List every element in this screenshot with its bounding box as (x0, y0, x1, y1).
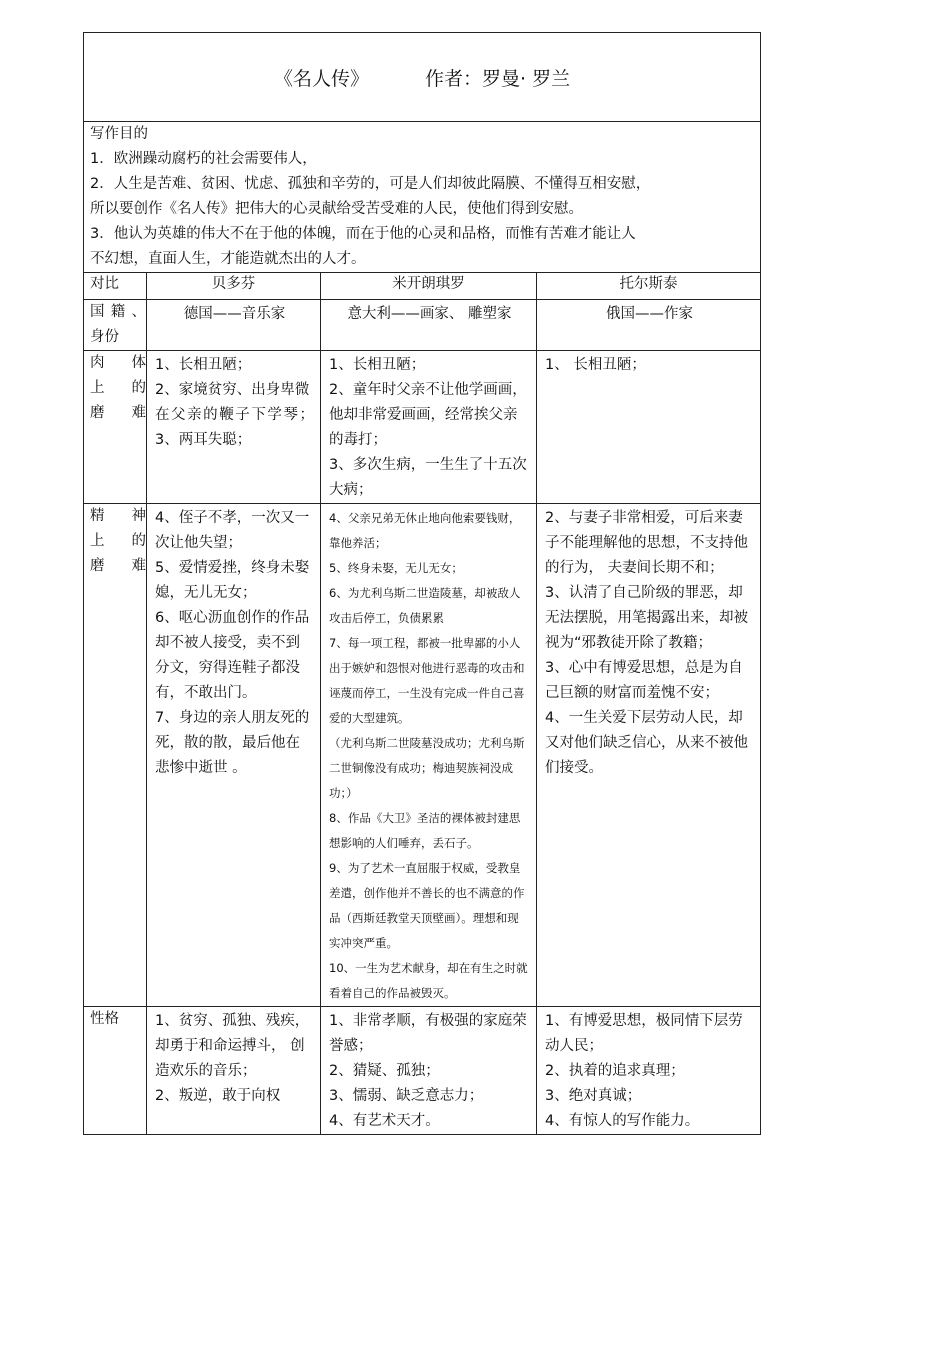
list-item: 9、为了艺术一直屈服于权威，受教皇差遣，创作他并不善长的也不满意的作品（西斯廷教堂天顶壁画）。理想和现实冲突严重。 (329, 861, 525, 950)
spiritual-michelangelo (321, 504, 537, 1007)
list-item: 5、终身未娶，无儿无女； (329, 561, 463, 575)
nationality-michelangelo: 意大利——画家、 雕塑家 (321, 300, 537, 351)
list-item: 1、长相丑陋； (155, 357, 252, 373)
list-item: 3、认清了自己阶级的罪恶，却无法摆脱，用笔揭露出来，却被视为“邪教徒开除了教籍； (545, 585, 748, 651)
spiritual-label: 精 神 上 的 磨 难 (84, 504, 147, 1007)
writing-purpose (84, 122, 761, 273)
list-item: 1、 长相丑陋； (545, 357, 646, 373)
document-sheet (83, 32, 760, 1135)
list-item: 7、身边的亲人朋友死的死，散的散，最后他在悲惨中逝世 。 (155, 710, 310, 776)
spiritual-row (84, 504, 761, 1007)
comparison-table (83, 32, 761, 1135)
character-tolstoy (537, 1007, 761, 1135)
list-item: 1、有博爱思想，极同情下层劳动人民； (545, 1013, 743, 1054)
list-item: 1、非常孝顺，有极强的家庭荣誉感； (329, 1013, 527, 1054)
purpose-line: 2．人生是苦难、贫困、忧虑、孤独和辛劳的，可是人们却彼此隔膜、不懂得互相安慰， (90, 176, 651, 192)
header-row (84, 273, 761, 300)
physical-michelangelo (321, 351, 537, 504)
list-item: 6、为尤利乌斯二世造陵墓，却被敌人攻击后停工，负债累累 (329, 586, 521, 625)
list-item: 3、心中有博爱思想，总是为自己巨额的财富而羞愧不安； (545, 660, 743, 701)
list-item: 2、童年时父亲不让他学画画，他却非常爱画画，经常挨父亲的毒打； (329, 382, 527, 448)
list-item: 3、多次生病，一生生了十五次大病； (329, 457, 527, 498)
character-row (84, 1007, 761, 1135)
purpose-heading: 写作目的 (90, 126, 148, 142)
nationality-beethoven: 德国——音乐家 (147, 300, 321, 351)
list-item: 2、叛逆，敢于向权 (155, 1088, 281, 1104)
list-item: 3、绝对真诚； (545, 1088, 642, 1104)
purpose-line: 所以要创作《名人传》把伟大的心灵献给受苦受难的人民，使他们得到安慰。 (90, 201, 583, 217)
list-item: 8、作品《大卫》圣洁的裸体被封建思想影响的人们唾弃，丢石子。 (329, 811, 521, 850)
author-line: 作者：罗曼· 罗兰 (424, 67, 571, 90)
character-michelangelo (321, 1007, 537, 1135)
nationality-tolstoy: 俄国——作家 (537, 300, 761, 351)
list-item: 10、一生为艺术献身，却在有生之时就看着自己的作品被毁灭。 (329, 961, 528, 1000)
list-item: 4、侄子不孝，一次又一次让他失望； (155, 510, 310, 551)
spiritual-beethoven (147, 504, 321, 1007)
list-item: 5、爱情爱挫，终身未娶媳，无儿无女； (155, 560, 310, 601)
list-item: 4、有艺术天才。 (329, 1113, 440, 1129)
header-tolstoy: 托尔斯泰 (537, 273, 761, 300)
title-row (84, 33, 761, 122)
character-beethoven (147, 1007, 321, 1135)
physical-label: 肉 体 上 的 磨 难 (84, 351, 147, 504)
purpose-line: 不幻想，直面人生，才能造就杰出的人才。 (90, 251, 366, 267)
list-item: 4、一生关爱下层劳动人民，却又对他们缺乏信心，从来不被他们接受。 (545, 710, 748, 776)
nationality-label: 国籍、身份 (84, 300, 147, 351)
list-item: 1、长相丑陋； (329, 357, 426, 373)
list-item: 3、懦弱、缺乏意志力； (329, 1088, 484, 1104)
character-label: 性格 (84, 1007, 147, 1135)
physical-tolstoy (537, 351, 761, 504)
list-item: 1、贫穷、孤独、残疾，却勇于和命运搏斗， 创造欢乐的音乐； (155, 1013, 310, 1079)
list-item: 6、呕心沥血创作的作品却不被人接受，卖不到分文，穷得连鞋子都没有，不敢出门。 (155, 610, 310, 701)
physical-row (84, 351, 761, 504)
list-item: 7、每一项工程，都被一批卑鄙的小人出于嫉妒和怨恨对他进行恶毒的攻击和诬蔑而停工，一生没有完成一件自己喜爱的大型建筑。 (329, 636, 525, 725)
list-item: 2、与妻子非常相爱，可后来妻子不能理解他的思想，不支持他的行为， 夫妻间长期不和； (545, 510, 748, 576)
list-item: 在父亲的鞭子下学琴； (155, 407, 314, 423)
header-michelangelo: 米开朗琪罗 (321, 273, 537, 300)
header-compare: 对比 (84, 273, 147, 300)
list-item: （尤利乌斯二世陵墓没成功；尤利乌斯二世铜像没有成功；梅迪契族祠没成功；） (329, 736, 525, 800)
purpose-line: 1．欧洲躁动腐朽的社会需要伟人， (90, 151, 317, 167)
list-item: 4、父亲兄弟无休止地向他索要钱财，靠他养活； (329, 511, 521, 550)
list-item: 2、执着的追求真理； (545, 1063, 685, 1079)
list-item: 3、两耳失聪； (155, 432, 252, 448)
book-title: 《名人传》 (273, 67, 369, 90)
nationality-row (84, 300, 761, 351)
list-item: 2、家境贫穷、出身卑微 (155, 382, 310, 398)
list-item: 2、猜疑、孤独； (329, 1063, 440, 1079)
spiritual-tolstoy (537, 504, 761, 1007)
purpose-line: 3．他认为英雄的伟大不在于他的体魄，而在于他的心灵和品格，而惟有苦难才能让人 (90, 226, 636, 242)
list-item: 4、有惊人的写作能力。 (545, 1113, 700, 1129)
physical-beethoven (147, 351, 321, 504)
header-beethoven: 贝多芬 (147, 273, 321, 300)
